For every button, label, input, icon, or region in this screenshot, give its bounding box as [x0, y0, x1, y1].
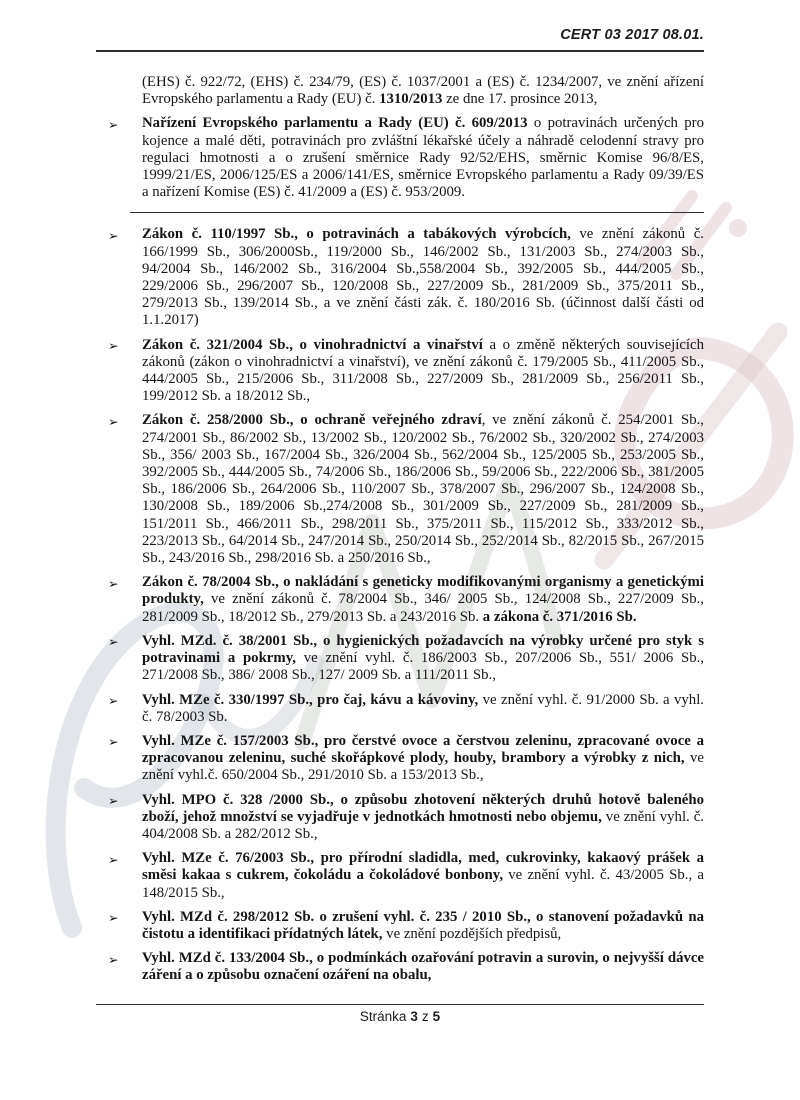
- footer-label: Stránka: [359, 1009, 407, 1024]
- paragraph-text: (EHS) č. 922/72, (EHS) č. 234/79, (ES) č. 1037/2001 a (ES) č. 1234/2007, ve znění ařízení Evropského parlamentu a Rady (EU) č. 1310/2013 ze dne 17. prosince 2013,: [142, 74, 704, 108]
- paragraph-text: Vyhl. MZe č. 157/2003 Sb., pro čerstvé ovoce a čerstvou zeleninu, zpracované ovoce a zpracovanou zeleninu, suché skořápkové plody, houby, brambory a výrobky z nich, ve znění vyhl.č. 650/2004 Sb., 291/2010 Sb. a 153/2013 Sb.,: [142, 732, 704, 784]
- bullet-arrow-icon: ➢: [108, 693, 119, 708]
- page-footer: [0, 1009, 800, 1024]
- header-rule: [96, 50, 704, 52]
- bullet-arrow-icon: ➢: [108, 338, 119, 354]
- bullet-arrow-icon: ➢: [108, 910, 119, 926]
- section-divider: [130, 212, 704, 213]
- paragraph-text: Nařízení Evropského parlamentu a Rady (EU) č. 609/2013 o potravinách určených pro kojence a malé děti, potravinách pro zvláštní lékařské účely a náhradě celodenní stravy pro regulaci hmotnosti a o zrušení směrnice Rady 92/52/EHS, směrnic Komise 96/8/ES, 1999/21/ES, 2006/125/ES a 2006/141/ES, směrnice Evropského parlamentu a Rady 09/39/ES a nařízení Komise (ES) č. 41/2009 a (ES) č. 953/2009.: [142, 115, 704, 201]
- legal-item: [96, 412, 704, 567]
- legal-item: [96, 574, 704, 626]
- footer-page-number: 3: [410, 1009, 418, 1024]
- legal-item: [96, 115, 704, 201]
- legal-item: [96, 850, 704, 902]
- bullet-arrow-icon: ➢: [108, 851, 119, 867]
- bullet-arrow-icon: ➢: [108, 734, 119, 750]
- bullet-arrow-icon: ➢: [108, 793, 119, 809]
- paragraph-text: Zákon č. 321/2004 Sb., o vinohradnictví a vinařství a o změně některých souvisejících zákonů (zákon o vinohradnictví a vinařství), ve znění zákonů č. 179/2005 Sb., 411/2005 Sb., 444/2005 Sb., 215/2006 Sb., 311/2008 Sb., 227/2009 Sb., 281/2009 Sb., 256/2011 Sb., 199/2012 Sb. a 18/2012 Sb.,: [142, 336, 704, 405]
- legal-item: [96, 733, 704, 785]
- paragraph-text: Zákon č. 110/1997 Sb., o potravinách a tabákových výrobcích, ve znění zákonů č. 166/1999 Sb., 306/2000Sb., 119/2000 Sb., 146/2002 Sb., 131/2003 Sb., 274/2003 Sb., 94/2004 Sb., 146/2002 Sb., 316/2004 Sb.,558/2004 Sb., 392/2005 Sb., 444/2005 Sb., 229/2006 Sb., 296/2007 Sb., 120/2008 Sb., 227/2009 Sb., 281/2009 Sb., 375/2011 Sb., 279/2013 Sb., 139/2014 Sb., a ve znění části zák. č. 180/2016 Sb. (účinnost další části od 1.1.2017): [142, 226, 704, 329]
- legal-item: [96, 226, 704, 329]
- doc-code: CERT 03 2017 08.01.: [560, 27, 704, 43]
- paragraph-text: Vyhl. MZe č. 330/1997 Sb., pro čaj, kávu a kávoviny, ve znění vyhl. č. 91/2000 Sb. a vyhl. č. 78/2003 Sb.: [142, 691, 705, 725]
- legal-list: [96, 74, 704, 992]
- paragraph-text: Vyhl. MZd č. 133/2004 Sb., o podmínkách ozařování potravin a surovin, o nejvyšší dávce záření a o způsobu označení ozáření na obalu,: [142, 950, 704, 984]
- bullet-arrow-icon: ➢: [108, 575, 119, 591]
- legal-item: [96, 792, 704, 844]
- legal-item: [96, 633, 704, 685]
- footer-rule: [96, 1004, 704, 1005]
- paragraph-text: Zákon č. 78/2004 Sb., o nakládání s geneticky modifikovanými organismy a genetickými produkty, ve znění zákonů č. 78/2004 Sb., 346/ 2005 Sb., 124/2008 Sb., 227/2009 Sb., 281/2009 Sb., 18/2012 Sb., 279/2013 Sb. a 243/2016 Sb. a zákona č. 371/2016 Sb.: [142, 574, 704, 625]
- paragraph-text: Zákon č. 258/2000 Sb., o ochraně veřejného zdraví, ve znění zákonů č. 254/2001 Sb., 274/2001 Sb., 86/2002 Sb., 13/2002 Sb., 120/2002 Sb., 76/2002 Sb., 320/2002 Sb., 274/2003 Sb., 356/ 2003 Sb., 167/2004 Sb., 326/2004 Sb., 562/2004 Sb., 125/2005 Sb., 253/2005 Sb., 392/2005 Sb., 444/2005 Sb., 74/2006 Sb., 186/2006 Sb., 59/2006 Sb., 222/2006 Sb., 381/2005 Sb., 186/2006 Sb., 264/2006 Sb., 110/2007 Sb., 378/2007 Sb., 296/2007 Sb., 124/2008 Sb., 130/2008 Sb., 189/2006 Sb.,274/2008 Sb., 301/2009 Sb., 227/2009 Sb., 281/2009 Sb., 151/2011 Sb., 466/2011 Sb., 298/2011 Sb., 375/2011 Sb., 115/2012 Sb., 333/2012 Sb., 223/2013 Sb., 64/2014 Sb., 247/2014 Sb., 250/2014 Sb., 252/2014 Sb., 82/2015 Sb., 267/2015 Sb., 243/2016 Sb., 298/2016 Sb. a 250/2016 Sb.,: [142, 412, 704, 567]
- paragraph-text: Vyhl. MZd č. 298/2012 Sb. o zrušení vyhl. č. 235 / 2010 Sb., o stanovení požadavků na čistotu a identifikaci přídatných látek, ve znění pozdějších předpisů,: [142, 908, 704, 942]
- footer-total-pages: 5: [432, 1009, 441, 1024]
- paragraph-text: Vyhl. MZe č. 76/2003 Sb., pro přírodní sladidla, med, cukrovinky, kakaový prášek a směsi kakaa s cukrem, čokoládu a čokoládové bonbony, ve znění vyhl. č. 43/2005 Sb., a 148/2015 Sb.,: [142, 850, 704, 901]
- continuation-paragraph: [96, 74, 704, 108]
- legal-item: [96, 909, 704, 943]
- legal-item: [96, 950, 704, 984]
- bullet-arrow-icon: ➢: [108, 951, 119, 967]
- paragraph-text: Vyhl. MZd. č. 38/2001 Sb., o hygienických požadavcích na výrobky určené pro styk s potravinami a pokrmy, ve znění vyhl. č. 186/2003 Sb., 207/2006 Sb., 551/ 2006 Sb., 271/2008 Sb., 386/ 2008 Sb., 127/ 2009 Sb. a 111/2011 Sb.,: [142, 632, 704, 684]
- footer-separator: z: [421, 1009, 429, 1024]
- bullet-arrow-icon: ➢: [108, 116, 119, 132]
- paragraph-text: Vyhl. MPO č. 328 /2000 Sb., o způsobu zhotovení některých druhů hotově baleného zboží, jehož množství se vyjadřuje v jednotkách hmotnosti nebo objemu, ve znění vyhl. č. 404/2008 Sb. a 282/2012 Sb.,: [142, 791, 704, 842]
- legal-item: [96, 692, 704, 726]
- legal-item: [96, 337, 704, 406]
- bullet-arrow-icon: ➢: [108, 413, 119, 429]
- bullet-arrow-icon: ➢: [108, 227, 119, 243]
- bullet-arrow-icon: ➢: [108, 634, 119, 650]
